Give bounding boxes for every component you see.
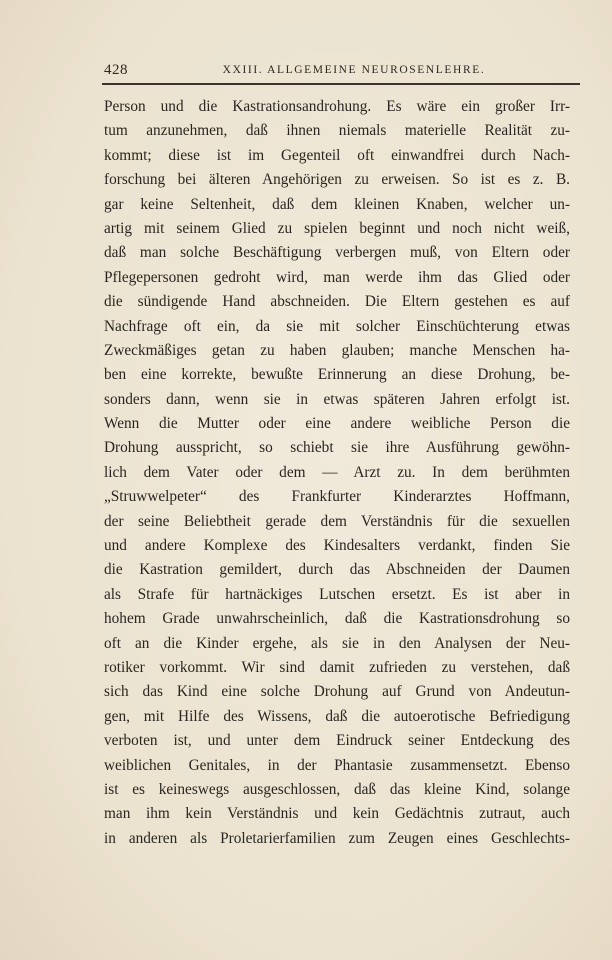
text-line: lich dem Vater oder dem — Arzt zu. In dem berühmten	[104, 463, 570, 481]
text-line: „Struwwelpeter“ des Frankfurter Kinderarztes Hoffmann,	[104, 488, 570, 506]
body-text	[104, 95, 570, 851]
text-line: Drohung ausspricht, so schiebt sie ihre Ausführung gewöhn-	[104, 439, 570, 457]
running-head: XXIII. ALLGEMEINE NEUROSENLEHRE.	[222, 64, 486, 76]
text-line: in anderen als Proletarierfamilien zum Zeugen eines Geschlechts-	[104, 829, 570, 847]
text-line: und andere Komplexe des Kindesalters verdankt, finden Sie	[104, 537, 570, 555]
text-line: oft an die Kinder ergehe, als sie in den Analysen der Neu-	[104, 634, 570, 652]
text-line: als Strafe für hartnäckiges Lutschen ersetzt. Es ist aber in	[104, 585, 570, 603]
text-line: rotiker vorkommt. Wir sind damit zufrieden zu verstehen, daß	[104, 658, 570, 676]
page-header	[104, 62, 582, 84]
text-line: artig mit seinem Glied zu spielen beginnt und noch nicht weiß,	[104, 219, 570, 237]
text-line: Nachfrage oft ein, da sie mit solcher Einschüchterung etwas	[104, 317, 570, 335]
text-line: kommt; diese ist im Gegenteil oft einwandfrei durch Nach-	[104, 146, 570, 164]
text-line: der seine Beliebtheit gerade dem Verständnis für die sexuellen	[104, 512, 570, 530]
text-line: tum anzunehmen, daß ihnen niemals materielle Realität zu-	[104, 122, 570, 140]
page-number: 428	[104, 62, 128, 78]
text-line: sonders dann, wenn sie in etwas späteren Jahren erfolgt ist.	[104, 390, 570, 408]
text-line: daß man solche Beschäftigung verbergen muß, von Eltern oder	[104, 244, 570, 262]
text-line: Wenn die Mutter oder eine andere weibliche Person die	[104, 415, 570, 433]
text-line: verboten ist, und unter dem Eindruck seiner Entdeckung des	[104, 732, 570, 750]
text-line: weiblichen Genitales, in der Phantasie zusammensetzt. Ebenso	[104, 756, 570, 774]
text-line: gen, mit Hilfe des Wissens, daß die autoerotische Befriedigung	[104, 707, 570, 725]
text-line: die Kastration gemildert, durch das Abschneiden der Daumen	[104, 561, 570, 579]
text-line: Zweckmäßiges getan zu haben glauben; manche Menschen ha-	[104, 341, 570, 359]
text-line: hohem Grade unwahrscheinlich, daß die Kastrationsdrohung so	[104, 610, 570, 628]
text-line: Person und die Kastrationsandrohung. Es wäre ein großer Irr-	[104, 98, 570, 115]
text-line: ben eine korrekte, bewußte Erinnerung an diese Drohung, be-	[104, 366, 570, 384]
text-line: sich das Kind eine solche Drohung auf Grund von Andeutun-	[104, 683, 570, 701]
header-rule	[102, 83, 580, 85]
text-line: die sündigende Hand abschneiden. Die Eltern gestehen es auf	[104, 293, 570, 311]
text-line: Pflegepersonen gedroht wird, man werde ihm das Glied oder	[104, 268, 570, 286]
text-line: forschung bei älteren Angehörigen zu erweisen. So ist es z. B.	[104, 171, 570, 189]
text-line: gar keine Seltenheit, daß dem kleinen Knaben, welcher un-	[104, 195, 570, 213]
text-line: ist es keineswegs ausgeschlossen, daß das kleine Kind, solange	[104, 780, 570, 798]
text-line: man ihm kein Verständnis und kein Gedächtnis zutraut, auch	[104, 805, 570, 823]
